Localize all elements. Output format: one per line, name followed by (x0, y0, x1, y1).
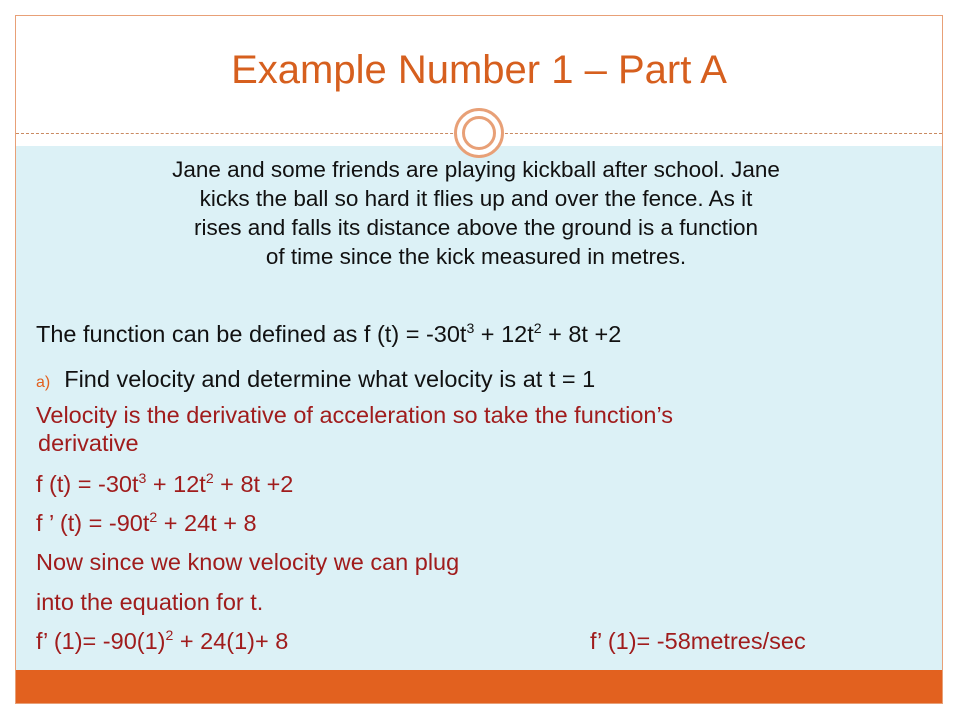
plug-sentence-line: Now since we know velocity we can plug (36, 549, 460, 575)
intro-line: Jane and some friends are playing kickball after school. Jane (172, 157, 780, 182)
question-text: Find velocity and determine what velocity is at t = 1 (64, 366, 596, 392)
intro-line: of time since the kick measured in metres. (265, 244, 687, 269)
exponent: 2 (533, 320, 542, 337)
equation-suffix: + 24t + 8 (157, 510, 257, 536)
exponent: 2 (149, 509, 158, 526)
function-definition-mid: + 12t (474, 321, 534, 347)
question-marker: a) (36, 374, 51, 391)
equation-evaluation (36, 627, 288, 656)
question-item (36, 365, 595, 397)
intro-line: rises and falls its distance above the ground is a function (193, 215, 759, 240)
plug-sentence-line: into the equation for t. (36, 589, 264, 615)
equation-original (36, 470, 293, 499)
intro-paragraph (36, 155, 916, 271)
exponent: 2 (165, 627, 174, 644)
equation-prefix: f (t) = -30t (36, 471, 139, 497)
bottom-accent-bar (16, 670, 942, 703)
function-definition (36, 320, 621, 349)
slide-title: Example Number 1 – Part A (231, 48, 727, 92)
exponent: 3 (138, 470, 147, 487)
exponent: 2 (205, 470, 214, 487)
ring-ornament-icon (454, 108, 504, 158)
equation-suffix: + 24(1)+ 8 (173, 628, 289, 654)
equation-mid: + 12t (146, 471, 206, 497)
velocity-note (36, 401, 916, 457)
velocity-note-line: derivative (38, 430, 139, 456)
equation-suffix: + 8t +2 (213, 471, 294, 497)
velocity-note-line: Velocity is the derivative of acceleration so take the function’s (36, 402, 674, 428)
function-definition-prefix: The function can be defined as f (t) = -30t (36, 321, 467, 347)
equation-derivative (36, 509, 257, 538)
equation-prefix: f ’ (t) = -90t (36, 510, 150, 536)
function-definition-suffix: + 8t +2 (541, 321, 622, 347)
intro-line: kicks the ball so hard it flies up and over the fence. As it (199, 186, 753, 211)
exponent: 3 (466, 320, 475, 337)
velocity-answer: f’ (1)= -58metres/sec (590, 628, 806, 654)
equation-prefix: f’ (1)= -90(1) (36, 628, 166, 654)
